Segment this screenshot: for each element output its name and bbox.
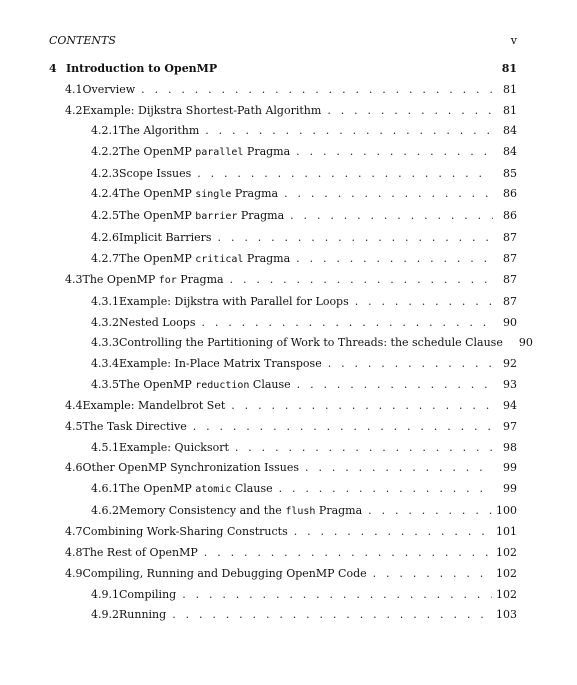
toc-page: 84 bbox=[503, 124, 517, 138]
toc-subsection-4-3-5[interactable] bbox=[49, 378, 517, 393]
title-text-pre: The OpenMP bbox=[119, 482, 196, 496]
title-text-pre: Memory Consistency and the bbox=[119, 503, 286, 517]
toc-page: 103 bbox=[496, 608, 517, 622]
toc-page: 86 bbox=[503, 187, 517, 201]
running-title: CONTENTS bbox=[49, 33, 116, 47]
leader-dots bbox=[205, 124, 493, 138]
toc-number: 4 bbox=[49, 62, 57, 75]
code-keyword: reduction bbox=[195, 379, 250, 391]
code-keyword: flush bbox=[285, 505, 316, 517]
toc-number: 4.3.3 bbox=[91, 336, 119, 350]
leader-dots bbox=[305, 461, 493, 475]
toc-title bbox=[119, 378, 291, 393]
toc-subsection-4-3-2[interactable] bbox=[49, 316, 517, 330]
toc-number: 4.3.4 bbox=[91, 356, 119, 370]
toc-section-4-7[interactable] bbox=[49, 525, 517, 539]
toc-title bbox=[119, 187, 278, 202]
toc-number: 4.2.6 bbox=[91, 230, 119, 244]
toc-page: 84 bbox=[503, 145, 517, 159]
toc-section-4-2[interactable] bbox=[49, 104, 517, 118]
toc-page: 102 bbox=[496, 546, 517, 560]
toc-number: 4.3 bbox=[65, 273, 83, 287]
toc-title: Implicit Barriers bbox=[119, 230, 212, 244]
toc-page: 85 bbox=[503, 166, 517, 180]
toc-title: Introduction to OpenMP bbox=[66, 62, 218, 75]
toc-page: 90 bbox=[518, 336, 533, 350]
toc-number: 4.5.1 bbox=[91, 440, 119, 454]
toc-title: Example: Mandelbrot Set bbox=[82, 399, 226, 413]
leader-dots bbox=[204, 546, 492, 560]
toc-subsection-4-2-4[interactable] bbox=[49, 187, 517, 202]
toc-title: Controlling the Partitioning of Work to Threads: the schedule Clause bbox=[119, 336, 503, 350]
toc-subsection-4-9-2[interactable] bbox=[49, 608, 517, 622]
table-of-contents bbox=[49, 62, 533, 622]
toc-page: 102 bbox=[496, 587, 517, 601]
code-keyword: barrier bbox=[195, 211, 238, 223]
toc-subsection-4-2-5[interactable] bbox=[49, 209, 517, 224]
toc-title: Example: In-Place Matrix Transpose bbox=[119, 356, 322, 370]
title-text-post: Clause bbox=[249, 377, 291, 391]
toc-number: 4.2.4 bbox=[91, 187, 119, 201]
leader-dots bbox=[290, 209, 493, 223]
toc-number: 4.9.1 bbox=[91, 587, 119, 601]
toc-number: 4.2 bbox=[65, 103, 83, 117]
toc-subsection-4-9-1[interactable] bbox=[49, 588, 517, 602]
toc-page: 102 bbox=[496, 566, 517, 580]
code-keyword: for bbox=[158, 275, 177, 287]
toc-number: 4.6.1 bbox=[91, 482, 119, 496]
leader-dots bbox=[197, 167, 493, 181]
leader-dots bbox=[193, 420, 493, 434]
toc-subsection-4-2-6[interactable] bbox=[49, 231, 517, 245]
leader-dots bbox=[231, 399, 493, 413]
code-keyword: parallel bbox=[195, 147, 244, 159]
toc-section-4-1[interactable] bbox=[49, 83, 517, 97]
title-text-post: Pragma bbox=[176, 273, 224, 287]
toc-title bbox=[119, 145, 290, 160]
toc-subsection-4-3-1[interactable] bbox=[49, 295, 517, 309]
toc-title: Combining Work-Sharing Constructs bbox=[82, 525, 288, 539]
code-keyword: atomic bbox=[195, 484, 232, 496]
toc-title: Nested Loops bbox=[119, 315, 196, 329]
toc-number: 4.9 bbox=[65, 566, 83, 580]
toc-page: 87 bbox=[503, 230, 517, 244]
toc-page: 97 bbox=[503, 420, 517, 433]
toc-title: Example: Dijkstra Shortest-Path Algorithm bbox=[82, 103, 322, 117]
leader-dots bbox=[296, 145, 493, 159]
toc-number: 4.6 bbox=[65, 461, 83, 475]
toc-subsection-4-2-7[interactable] bbox=[49, 252, 517, 267]
toc-title: The Rest of OpenMP bbox=[82, 546, 198, 560]
toc-page: 101 bbox=[496, 525, 517, 539]
leader-dots bbox=[368, 504, 492, 518]
toc-page: 99 bbox=[503, 461, 517, 475]
leader-dots bbox=[328, 357, 493, 371]
toc-number: 4.2.3 bbox=[91, 166, 119, 180]
leader-dots bbox=[296, 252, 493, 266]
toc-number: 4.9.2 bbox=[91, 608, 119, 622]
leader-dots bbox=[373, 567, 492, 581]
leader-dots bbox=[218, 231, 493, 245]
toc-number: 4.2.2 bbox=[91, 145, 119, 159]
leader-dots bbox=[235, 441, 493, 455]
toc-title: Running bbox=[119, 608, 167, 622]
toc-number: 4.2.1 bbox=[91, 124, 119, 138]
toc-number: 4.7 bbox=[65, 525, 83, 539]
toc-page: 100 bbox=[496, 503, 517, 517]
title-text-post: Pragma bbox=[243, 251, 291, 265]
toc-title: Overview bbox=[82, 83, 136, 96]
leader-dots bbox=[294, 525, 492, 539]
toc-section-4-4[interactable] bbox=[49, 399, 517, 413]
title-text-post: Pragma bbox=[231, 187, 279, 201]
title-text-post: Pragma bbox=[315, 503, 363, 517]
leader-dots bbox=[182, 588, 492, 602]
toc-page: 87 bbox=[503, 251, 517, 265]
toc-number: 4.5 bbox=[65, 420, 83, 433]
title-text-pre: The OpenMP bbox=[119, 251, 196, 265]
leader-dots bbox=[297, 378, 493, 392]
leader-dots bbox=[355, 295, 493, 309]
toc-section-4-5[interactable] bbox=[49, 420, 517, 434]
toc-title: Compiling bbox=[119, 587, 177, 601]
toc-number: 4.3.1 bbox=[91, 294, 119, 308]
toc-page: 92 bbox=[503, 356, 517, 370]
toc-subsection-4-2-3[interactable] bbox=[49, 167, 517, 181]
leader-dots bbox=[279, 482, 493, 496]
toc-section-4-9[interactable] bbox=[49, 567, 517, 581]
title-text-pre: The OpenMP bbox=[119, 209, 196, 223]
leader-dots bbox=[327, 104, 493, 118]
toc-page: 81 bbox=[503, 83, 517, 96]
header-page-number: v bbox=[510, 33, 517, 47]
toc-title: Compiling, Running and Debugging OpenMP Code bbox=[82, 566, 367, 580]
toc-page: 90 bbox=[503, 315, 517, 329]
leader-dots bbox=[284, 187, 493, 201]
toc-number: 4.4 bbox=[65, 399, 83, 413]
toc-subsection-4-3-3[interactable] bbox=[49, 336, 533, 350]
toc-subsection-4-6-1[interactable] bbox=[49, 482, 517, 497]
title-text-post: Clause bbox=[231, 482, 273, 496]
toc-title bbox=[119, 504, 362, 519]
title-text-pre: The OpenMP bbox=[119, 145, 196, 159]
toc-number: 4.1 bbox=[65, 83, 83, 96]
running-header bbox=[49, 32, 517, 48]
toc-page: 87 bbox=[503, 294, 517, 308]
toc-title: Scope Issues bbox=[119, 166, 192, 180]
toc-number: 4.6.2 bbox=[91, 503, 119, 517]
leader-dots bbox=[172, 608, 492, 622]
toc-page: 93 bbox=[503, 377, 517, 391]
toc-number: 4.3.2 bbox=[91, 315, 119, 329]
toc-number: 4.3.5 bbox=[91, 377, 119, 391]
code-keyword: critical bbox=[195, 253, 244, 265]
toc-page: 81 bbox=[501, 62, 517, 75]
code-keyword: single bbox=[195, 189, 232, 201]
toc-section-4-8[interactable] bbox=[49, 546, 517, 560]
toc-page: 94 bbox=[503, 399, 517, 413]
leader-dots bbox=[141, 83, 493, 97]
toc-page: 86 bbox=[503, 209, 517, 223]
toc-title: The Algorithm bbox=[119, 124, 200, 138]
toc-number: 4.8 bbox=[65, 546, 83, 560]
title-text-pre: The OpenMP bbox=[82, 273, 159, 287]
toc-title: Other OpenMP Synchronization Issues bbox=[82, 461, 300, 475]
toc-number: 4.2.7 bbox=[91, 251, 119, 265]
toc-page: 98 bbox=[503, 440, 517, 454]
toc-title bbox=[119, 209, 284, 224]
toc-title bbox=[119, 252, 290, 267]
toc-subsection-4-3-4[interactable] bbox=[49, 357, 517, 371]
title-text-post: Pragma bbox=[243, 145, 291, 159]
title-text-post: Pragma bbox=[237, 209, 285, 223]
title-text-pre: The OpenMP bbox=[119, 187, 196, 201]
toc-page: 87 bbox=[503, 273, 517, 287]
leader-dots bbox=[201, 316, 493, 330]
toc-section-4-3[interactable] bbox=[49, 273, 517, 288]
toc-subsection-4-6-2[interactable] bbox=[49, 504, 517, 519]
toc-title: The Task Directive bbox=[82, 420, 187, 433]
toc-subsection-4-5-1[interactable] bbox=[49, 441, 517, 455]
toc-title: Example: Quicksort bbox=[119, 440, 229, 454]
toc-subsection-4-2-1[interactable] bbox=[49, 124, 517, 138]
toc-page: 81 bbox=[503, 103, 517, 117]
toc-title bbox=[119, 482, 273, 497]
toc-section-4-6[interactable] bbox=[49, 461, 517, 475]
toc-page: 99 bbox=[503, 482, 517, 496]
leader-dots bbox=[230, 273, 493, 287]
toc-number: 4.2.5 bbox=[91, 209, 119, 223]
toc-title: Example: Dijkstra with Parallel for Loops bbox=[119, 294, 349, 308]
toc-chapter-4[interactable] bbox=[49, 62, 517, 76]
title-text-pre: The OpenMP bbox=[119, 377, 196, 391]
toc-subsection-4-2-2[interactable] bbox=[49, 145, 517, 160]
toc-title bbox=[83, 273, 224, 288]
